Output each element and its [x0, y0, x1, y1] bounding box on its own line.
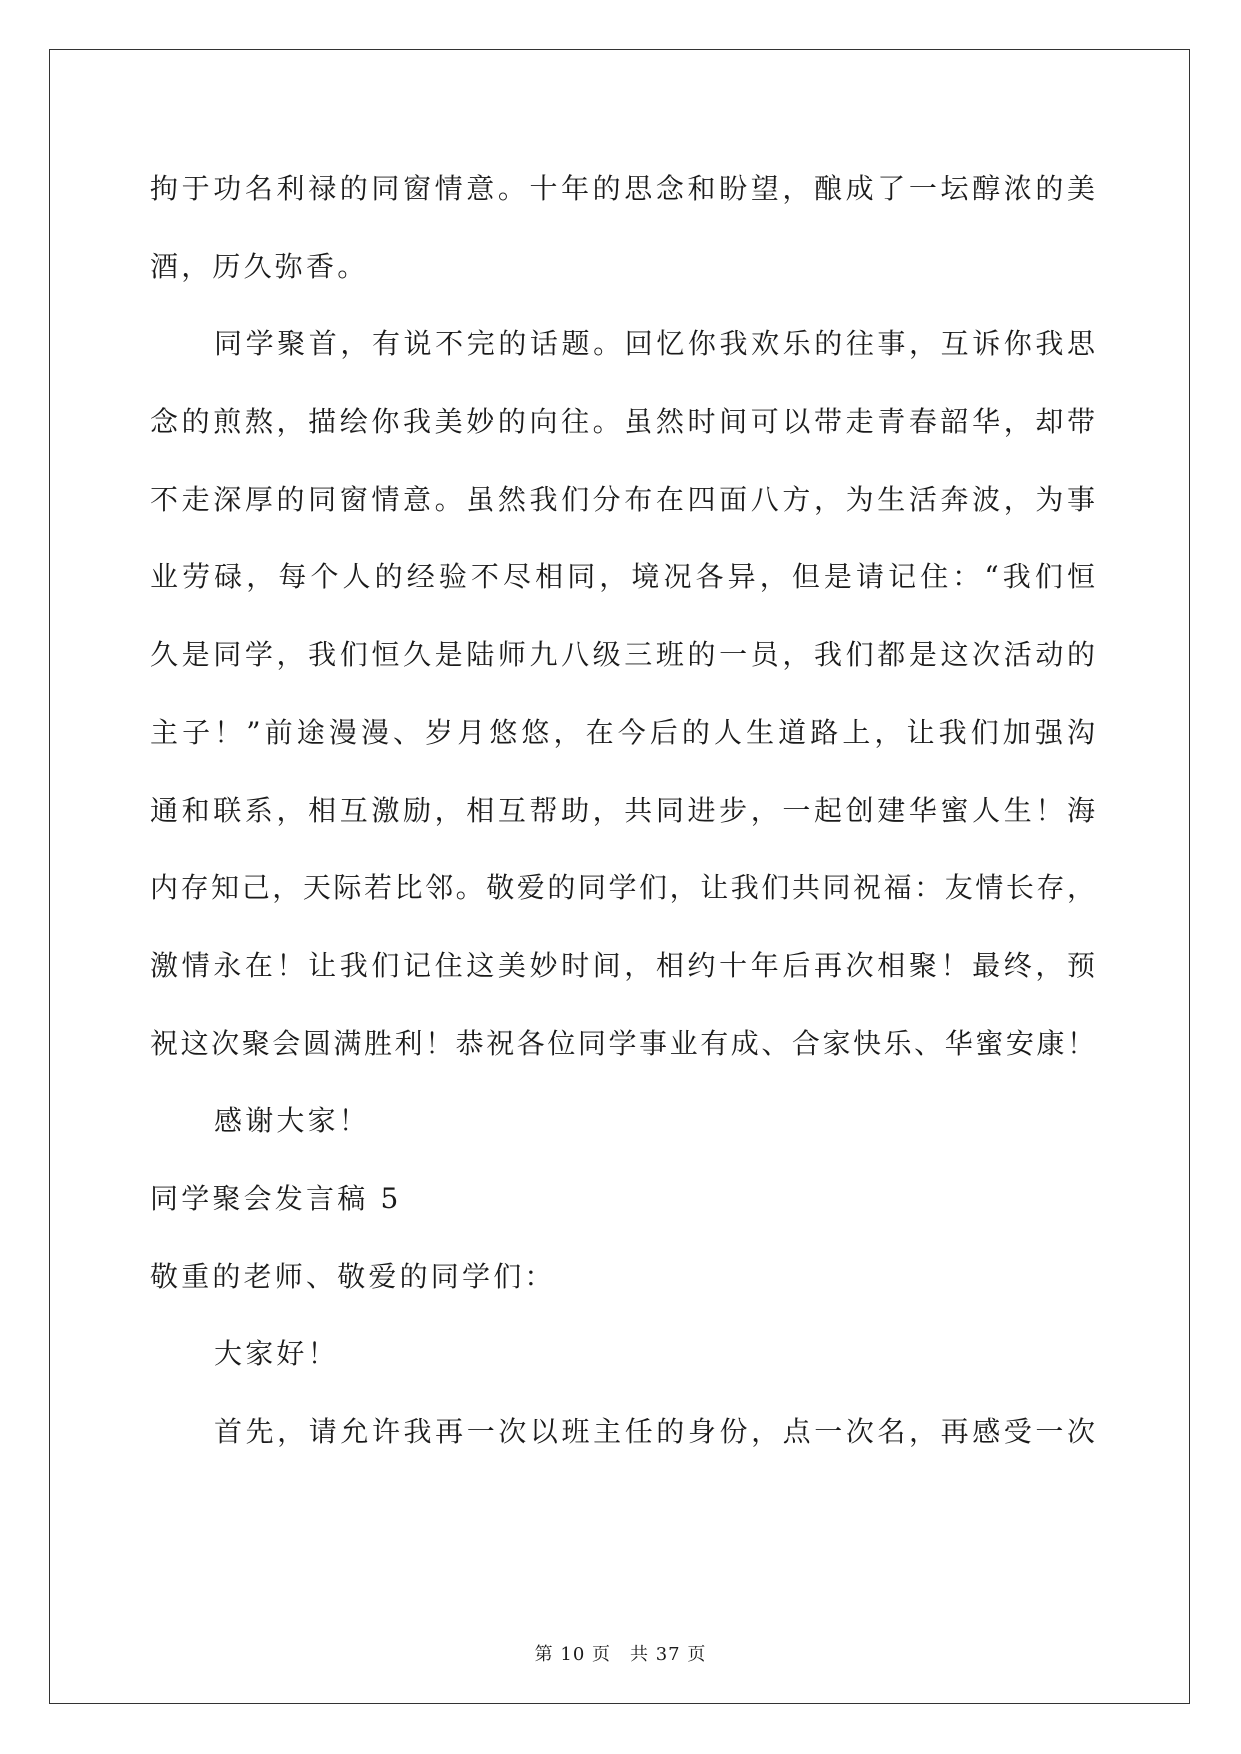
paragraph-line: 祝这次聚会圆满胜利！恭祝各位同学事业有成、合家快乐、华蜜安康！: [150, 1026, 1095, 1060]
paragraph-line: 同学聚首，有说不完的话题。回忆你我欢乐的往事，互诉你我思: [214, 327, 1095, 361]
paragraph-line: 念的煎熬，描绘你我美妙的向往。虽然时间可以带走青春韶华，却带: [150, 405, 1095, 439]
paragraph-line: 感谢大家！: [214, 1104, 371, 1138]
section-heading: 同学聚会发言稿 5: [150, 1181, 402, 1215]
greeting: 大家好！: [214, 1337, 339, 1371]
paragraph-line: 业劳碌，每个人的经验不尽相同，境况各异，但是请记住：“我们恒: [150, 560, 1095, 594]
paragraph-line: 不走深厚的同窗情意。虽然我们分布在四面八方，为生活奔波，为事: [150, 482, 1095, 516]
paragraph-line: 酒，历久弥香。: [150, 249, 369, 283]
paragraph-line: 内存知己，天际若比邻。敬爱的同学们，让我们共同祝福：友情长存，: [150, 871, 1095, 905]
page-number: 第 10 页 共 37 页: [534, 1644, 707, 1665]
paragraph-line: 主子！”前途漫漫、岁月悠悠，在今后的人生道路上，让我们加强沟: [150, 715, 1095, 749]
paragraph-line: 久是同学，我们恒久是陆师九八级三班的一员，我们都是这次活动的: [150, 638, 1095, 672]
paragraph-line: 激情永在！让我们记住这美妙时间，相约十年后再次相聚！最终，预: [150, 948, 1095, 982]
paragraph-line: 首先，请允许我再一次以班主任的身份，点一次名，再感受一次: [214, 1415, 1095, 1448]
document-body: [150, 150, 1095, 1471]
page-footer: [0, 1640, 1241, 1666]
paragraph-line: 拘于功名利禄的同窗情意。十年的思念和盼望，酿成了一坛醇浓的美: [150, 172, 1095, 205]
paragraph-line: 通和联系，相互激励，相互帮助，共同进步，一起创建华蜜人生！海: [150, 793, 1095, 827]
salutation: 敬重的老师、敬爱的同学们：: [150, 1259, 556, 1293]
